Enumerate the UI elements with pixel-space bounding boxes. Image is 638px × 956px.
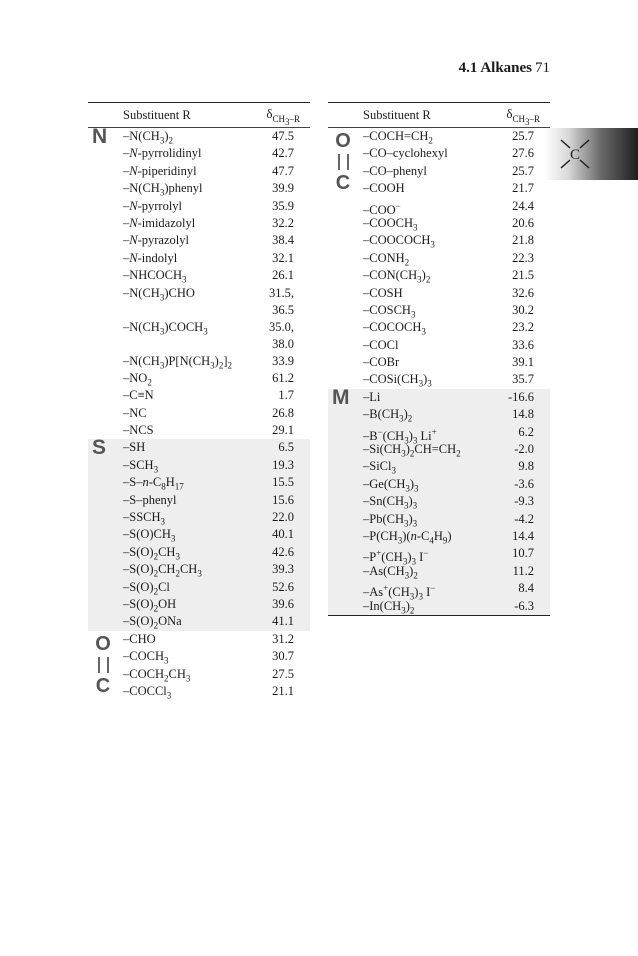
section-title: 4.1 Alkanes xyxy=(458,60,532,76)
table-row xyxy=(328,163,550,180)
table-row xyxy=(88,509,310,526)
shift-value-cell: 6.5 xyxy=(278,440,294,455)
shift-value-cell: 15.6 xyxy=(272,492,294,507)
table-row xyxy=(328,145,550,162)
table-row xyxy=(328,493,550,510)
table-row xyxy=(88,198,310,215)
table-row xyxy=(88,474,310,491)
substituent-cell: $-S(O)_2CH_2CH_3$ xyxy=(123,562,202,579)
shift-value-cell: 22.3 xyxy=(512,250,534,265)
shift-value-cell: 25.7 xyxy=(512,163,534,178)
substituent-cell: $-COCOCH_3$ xyxy=(363,320,426,337)
shift-value-cell: 32.6 xyxy=(512,285,534,300)
table-row xyxy=(328,545,550,568)
shift-value-cell: 10.7 xyxy=(512,546,534,561)
substituent-cell: –SH xyxy=(123,440,146,455)
table-row xyxy=(88,285,310,319)
shift-value-cell: -6.3 xyxy=(514,598,534,613)
table-row xyxy=(328,128,550,145)
shift-value-cell: 33.9 xyxy=(272,353,294,368)
substituent-cell: –N-pyrrolidinyl xyxy=(123,146,202,161)
table-row xyxy=(328,302,550,319)
carbonyl-group-label: O C xyxy=(95,632,111,697)
table-row xyxy=(88,163,310,180)
table-row xyxy=(328,250,550,267)
table-row xyxy=(88,579,310,596)
substituent-cell: –N-imidazolyl xyxy=(123,215,196,230)
shift-value-cell: -4.2 xyxy=(514,511,534,526)
table-row xyxy=(328,511,550,528)
table-row xyxy=(88,439,310,456)
table-row xyxy=(88,387,310,404)
substituent-group xyxy=(328,128,550,389)
table-row xyxy=(328,458,550,475)
substituent-cell: $-As(CH_3)_2$ xyxy=(363,563,418,581)
substituent-cell: –NCS xyxy=(123,423,154,438)
substituent-cell: $-S(O)_2ONa$ xyxy=(123,614,182,631)
table-row xyxy=(88,232,310,249)
table-row xyxy=(88,648,310,665)
table-row xyxy=(328,180,550,197)
substituent-header: Substituent R xyxy=(123,108,191,122)
shift-value-cell: 40.1 xyxy=(272,527,294,542)
substituent-header: Substituent R xyxy=(363,108,431,122)
shift-value-cell: 33.6 xyxy=(512,337,534,352)
substituent-group xyxy=(88,436,310,631)
shift-value-cell: 38.4 xyxy=(272,233,294,248)
shift-value-cell: 26.8 xyxy=(272,405,294,420)
substituent-cell: $-S(O)_2CH_3$ xyxy=(123,544,180,562)
substituent-cell: $-COSCH_3$ xyxy=(363,302,416,320)
shift-value-cell: -3.6 xyxy=(514,476,534,491)
table-column-header xyxy=(328,103,550,127)
shift-value-cell: 22.0 xyxy=(272,510,294,525)
carbonyl-group-label: O C xyxy=(335,130,351,194)
table-row xyxy=(88,561,310,578)
table-row xyxy=(88,145,310,162)
table-row xyxy=(328,198,550,215)
thumb-tab xyxy=(545,128,638,180)
substituent-cell: $-S(O)_2OH$ xyxy=(123,596,177,614)
table-row xyxy=(328,580,550,602)
substituent-cell: –C≡N xyxy=(123,388,154,403)
shift-value-cell: 32.2 xyxy=(272,215,294,230)
table-row xyxy=(328,389,550,406)
substituent-cell: $-NO_2$ xyxy=(123,370,152,388)
substituent-cell: –N-piperidinyl xyxy=(123,163,197,178)
substituent-cell: $-NHCOCH_3$ xyxy=(123,268,187,285)
substituent-cell: –COCCl$_3$ xyxy=(123,683,172,701)
substituent-cell: $-Si(CH_3)_2CH=CH_2$ xyxy=(363,442,461,459)
substituent-cell: $-N(CH_3)phenyl$ xyxy=(123,181,203,198)
shift-value-cell: 42.7 xyxy=(272,146,294,161)
substituent-group xyxy=(88,631,310,701)
substituent-cell: –N-pyrrolyl xyxy=(123,198,183,213)
table-row xyxy=(328,371,550,388)
tab-letter: C xyxy=(569,147,581,163)
substituent-cell: $-N(CH_3)_2$ xyxy=(123,129,173,146)
table-row xyxy=(88,215,310,232)
table-row xyxy=(328,476,550,493)
shift-value-cell: 14.4 xyxy=(512,528,534,543)
table-row xyxy=(88,250,310,267)
shift-value-cell: 21.5 xyxy=(512,268,534,283)
shift-value-cell: 21.8 xyxy=(512,233,534,248)
table-row xyxy=(328,406,550,423)
substituent-cell: –SiCl$_3$ xyxy=(363,459,396,476)
shift-value-cell: 30.2 xyxy=(512,302,534,317)
table-row xyxy=(328,267,550,284)
substituent-cell: $-COOCH_3$ xyxy=(363,215,418,233)
substituent-cell: –S–phenyl xyxy=(123,492,177,507)
shift-value-cell: 11.2 xyxy=(512,563,534,578)
substituent-cell: –N-pyrazolyl xyxy=(123,233,189,248)
table-row xyxy=(88,370,310,387)
substituent-cell: $-B^-(CH_3)_3$ Li+ xyxy=(363,426,437,446)
table-row xyxy=(88,319,310,353)
substituent-cell: $-N(CH_3)COCH_3$ xyxy=(123,319,208,337)
table-row xyxy=(88,128,310,145)
running-header xyxy=(0,60,638,82)
substituent-cell: $-Sn(CH_3)_3$ xyxy=(363,494,418,511)
shift-value-cell: 39.1 xyxy=(512,355,534,370)
shift-value-cell: 26.1 xyxy=(272,268,294,283)
substituent-cell: $-CONH_2$ xyxy=(363,250,410,268)
shift-value-cell: 35.7 xyxy=(512,372,534,387)
shift-value-cell: 25.7 xyxy=(512,129,534,143)
substituent-cell: –COO− xyxy=(363,200,401,217)
shift-value-cell: 32.1 xyxy=(272,250,294,265)
table-row xyxy=(88,405,310,422)
table-row xyxy=(328,285,550,302)
table-row xyxy=(328,598,550,615)
table-row xyxy=(88,492,310,509)
shift-value-cell: 20.6 xyxy=(512,215,534,230)
substituent-cell: $-B(CH_3)_2$ xyxy=(363,407,413,424)
shift-value-cell: 35.0, 38.0 xyxy=(269,319,294,351)
table-row xyxy=(88,544,310,561)
shift-value-cell: 27.6 xyxy=(512,146,534,161)
table-row xyxy=(88,596,310,613)
substituent-cell: $-SCH_3$ xyxy=(123,457,159,475)
shift-value-cell: 1.7 xyxy=(278,388,294,403)
shift-value-cell: 6.2 xyxy=(518,424,534,439)
table-row xyxy=(88,267,310,284)
shift-value-cell: 9.8 xyxy=(518,459,534,474)
substituent-cell: $-COCH_2CH_3$ xyxy=(123,666,191,684)
shift-value-cell: 31.2 xyxy=(272,631,294,646)
shift-value-cell: -9.3 xyxy=(514,494,534,509)
substituent-cell: –Li xyxy=(363,389,381,404)
shift-value-cell: 14.8 xyxy=(512,407,534,422)
table-row xyxy=(328,424,550,446)
shift-value-cell: 31.5, 36.5 xyxy=(269,285,294,317)
substituent-cell: –NC xyxy=(123,405,147,420)
table-row xyxy=(328,337,550,354)
shift-header: $\delta_{CH_3-R}$ xyxy=(266,106,300,127)
shift-value-cell: 39.3 xyxy=(272,562,294,577)
shift-value-cell: 47.7 xyxy=(272,163,294,178)
substituent-cell: $-COCH_3$ xyxy=(123,649,169,666)
table-row xyxy=(328,354,550,371)
substituent-cell: $-N(CH_3)P[N(CH_3)_2]_2$ xyxy=(123,353,232,371)
substituent-cell: –COOH xyxy=(363,181,405,196)
substituent-cell: –CO–phenyl xyxy=(363,163,427,178)
shift-value-cell: -16.6 xyxy=(507,389,534,404)
table-row xyxy=(88,683,310,700)
shift-value-cell: 29.1 xyxy=(272,423,294,438)
substituent-cell: –CHO xyxy=(123,631,156,646)
group-label: M xyxy=(332,385,350,409)
substituent-group xyxy=(88,125,310,439)
shift-value-cell: 30.7 xyxy=(272,649,294,664)
shift-value-cell: 61.2 xyxy=(272,370,294,385)
table-row xyxy=(88,422,310,439)
page-number: 71 xyxy=(535,60,550,76)
substituent-cell: $-SSCH_3$ xyxy=(123,510,166,527)
table-row xyxy=(328,563,550,580)
shift-value-cell: 15.5 xyxy=(272,475,294,490)
substituent-cell: $-S(O)_2Cl$ xyxy=(123,579,170,597)
table-row xyxy=(88,526,310,543)
shift-value-cell: 27.5 xyxy=(272,666,294,681)
substituent-cell: –N-indolyl xyxy=(123,250,178,265)
shift-value-cell: 35.9 xyxy=(272,198,294,213)
group-label: N xyxy=(92,125,108,148)
substituent-cell: –COCl xyxy=(363,337,399,352)
substituent-cell: $-P^+(CH_3)_3$ I− xyxy=(363,548,429,568)
substituent-group xyxy=(328,385,550,616)
table-column-header xyxy=(88,103,310,127)
substituent-cell: –CO–cyclohexyl xyxy=(363,146,448,161)
substituent-cell: –COSH xyxy=(363,285,403,300)
shift-value-cell: 42.6 xyxy=(272,544,294,559)
substituent-cell: $-COCH=CH_2$ xyxy=(363,129,433,146)
substituent-cell: $-In(CH_3)_2$ xyxy=(363,598,415,616)
shift-header: $\delta_{CH_3-R}$ xyxy=(506,106,540,127)
table-row xyxy=(328,528,550,545)
substituent-cell: $-CON(CH_3)_2$ xyxy=(363,268,431,285)
shift-value-cell: 41.1 xyxy=(272,614,294,629)
substituent-cell: $-COOCOCH_3$ xyxy=(363,233,435,250)
shift-value-cell: 24.4 xyxy=(512,198,534,213)
substituent-cell: $-Pb(CH_3)_3$ xyxy=(363,511,418,529)
table-row xyxy=(88,666,310,683)
substituent-cell: $-S(O)CH_3$ xyxy=(123,527,176,544)
substituent-cell: $-COSi(CH_3)_3$ xyxy=(363,372,432,389)
group-label: S xyxy=(92,436,107,460)
shift-table-left xyxy=(88,102,310,700)
shift-value-cell: 19.3 xyxy=(272,457,294,472)
table-row xyxy=(328,215,550,232)
substituent-cell: $-N(CH_3)CHO$ xyxy=(123,285,195,303)
shift-value-cell: 23.2 xyxy=(512,320,534,335)
shift-value-cell: 39.9 xyxy=(272,181,294,196)
table-row xyxy=(328,441,550,458)
table-row xyxy=(88,180,310,197)
substituent-cell: –COBr xyxy=(363,355,400,370)
shift-table-right xyxy=(328,102,550,616)
substituent-cell: $-Ge(CH_3)_3$ xyxy=(363,476,419,494)
table-row xyxy=(88,613,310,630)
shift-value-cell: 52.6 xyxy=(272,579,294,594)
shift-value-cell: 21.7 xyxy=(512,181,534,196)
table-row xyxy=(328,232,550,249)
shift-value-cell: 8.4 xyxy=(518,581,534,596)
table-row xyxy=(88,353,310,370)
table-row xyxy=(328,319,550,336)
substituent-cell: $-As^+(CH_3)_3$ I− xyxy=(363,583,436,602)
table-row xyxy=(88,457,310,474)
shift-value-cell: -2.0 xyxy=(514,442,534,457)
carbon-atom-tab-icon xyxy=(557,134,593,174)
substituent-cell: $-P(CH_3)(n-C_4H_9)$ xyxy=(363,528,452,546)
shift-value-cell: 21.1 xyxy=(272,683,294,698)
table-row xyxy=(88,631,310,648)
substituent-cell: $-S-n-C_8H_{17}$ xyxy=(123,475,184,492)
shift-value-cell: 47.5 xyxy=(272,129,294,143)
shift-value-cell: 39.6 xyxy=(272,596,294,611)
